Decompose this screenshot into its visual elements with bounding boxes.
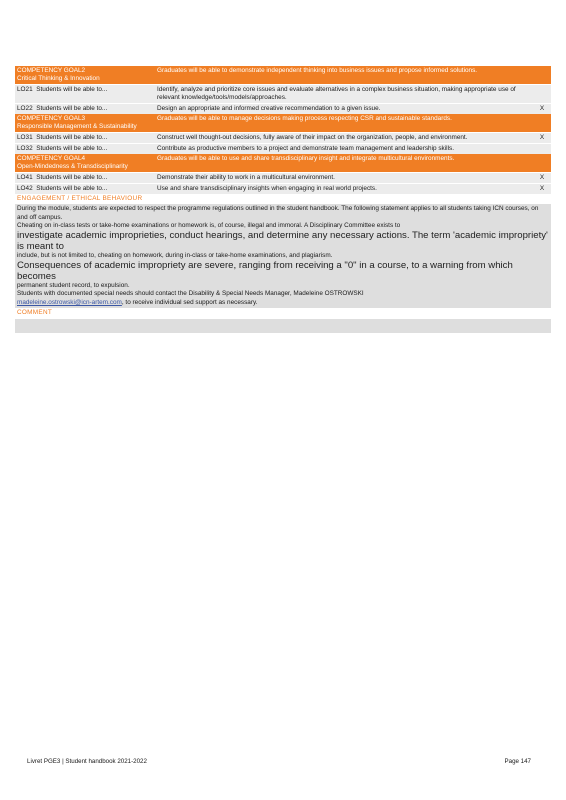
ethics-paragraph: Consequences of academic impropriety are severe, ranging from receiving a "0" in a course, to a warning from which becomes — [17, 260, 513, 283]
lo-text: Use and share transdisciplinary insights when engaging in real world projects. — [155, 184, 533, 195]
lo-text: Contribute as productive members to a project and demonstrate team management and leadership skills. — [155, 144, 533, 155]
lo-mark: X — [533, 184, 551, 195]
lo-text: Construct well thought-out decisions, fully aware of their impact on the organization, people, and environment. — [155, 133, 533, 144]
learning-outcome-row — [15, 184, 551, 195]
learning-outcome-row — [15, 85, 551, 104]
ethics-paragraph: Cheating on in-class tests or take-home examinations or homework is, of course, illegal and immoral. A Disciplinary Committee exists to — [17, 221, 401, 229]
ethics-section-title: ENGAGEMENT / ETHICAL BEHAVIOUR — [17, 195, 143, 202]
lo-mark — [533, 85, 551, 104]
learning-outcome-row — [15, 173, 551, 184]
ethics-paragraph: During the module, students are expected to respect the programme regulations outlined in the student handbook. The following statement applies to all students taking ICN courses, on and off campus. — [17, 205, 539, 221]
lo-mark: X — [533, 173, 551, 184]
ethics-paragraph: permanent student record, to expulsion. — [17, 282, 130, 290]
handbook-page — [15, 66, 551, 333]
lo-label: LO21 Students will be able to... — [15, 85, 155, 104]
competency-goal-2-label: COMPETENCY GOAL2 Critical Thinking & Innovation — [15, 66, 155, 85]
lo-label: LO42 Students will be able to... — [15, 184, 155, 195]
contact-email-link[interactable]: madeleine.ostrowski@icn-artem.com — [17, 298, 122, 306]
competency-goal-3-row — [15, 114, 551, 133]
footer-handbook-label: Livret PGE3 | Student handbook 2021-2022 — [27, 758, 147, 765]
competency-goal-4-label: COMPETENCY GOAL4 Open-Mindedness & Transdisciplinarity — [15, 154, 155, 173]
footer-page-number: Page 147 — [504, 758, 531, 765]
lo-mark: X — [533, 104, 551, 115]
lo-text: Design an appropriate and informed creative recommendation to a given issue. — [155, 104, 533, 115]
competency-goal-2-row — [15, 66, 551, 85]
ethics-contact-paragraph: Students with documented special needs should contact the Disability & Special Needs Manager, Madeleine OSTROWSKI madeleine.ostrowski@icn-artem.com, to receive individual sed support as necessary. — [17, 290, 364, 306]
competency-goal-4-statement: Graduates will be able to use and share transdisciplinary insight and integrate multicultural environments. — [155, 154, 551, 173]
lo-text: Demonstrate their ability to work in a multicultural environment. — [155, 173, 533, 184]
lo-label: LO32 Students will be able to... — [15, 144, 155, 155]
comment-section-title: COMMENT — [17, 308, 53, 316]
competency-table — [15, 66, 551, 194]
lo-mark: X — [533, 133, 551, 144]
competency-goal-3-statement: Graduates will be able to manage decisions making process respecting CSR and sustainable standards. — [155, 114, 551, 133]
ethics-panel — [15, 204, 551, 307]
competency-goal-3-label: COMPETENCY GOAL3 Responsible Management & Sustainability — [15, 114, 155, 133]
competency-goal-2-statement: Graduates will be able to demonstrate independent thinking into business issues and propose informed solutions. — [155, 66, 551, 85]
learning-outcome-row — [15, 133, 551, 144]
lo-label: LO22 Students will be able to... — [15, 104, 155, 115]
ethics-paragraph: investigate academic improprieties, conduct hearings, and determine any necessary actions. The term 'academic impropriety' is meant to — [17, 229, 548, 252]
ethics-paragraph: include, but is not limited to, cheating on homework, during in-class or take-home examinations, and plagiarism. — [17, 251, 333, 259]
learning-outcome-row — [15, 104, 551, 115]
lo-mark — [533, 144, 551, 155]
lo-text: Identify, analyze and prioritize core issues and evaluate alternatives in a complex business situation, making appropriate use of relevant knowledge/tools/models/approaches. — [155, 85, 533, 104]
comment-box — [15, 319, 551, 333]
lo-label: LO31 Students will be able to... — [15, 133, 155, 144]
lo-label: LO41 Students will be able to... — [15, 173, 155, 184]
learning-outcome-row — [15, 144, 551, 155]
competency-goal-4-row — [15, 154, 551, 173]
